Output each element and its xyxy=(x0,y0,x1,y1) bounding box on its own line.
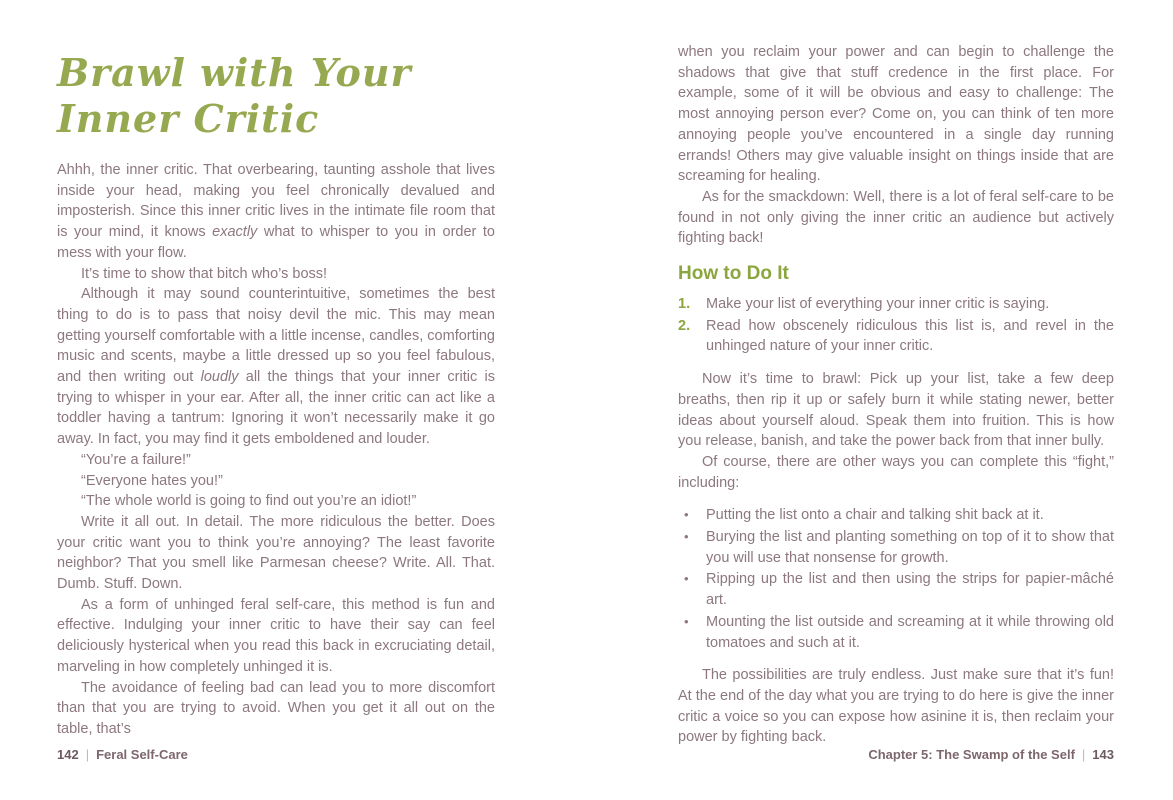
list-item xyxy=(678,294,1114,315)
book-title: Feral Self-Care xyxy=(96,747,188,762)
right-page-body xyxy=(678,42,1114,748)
bullet-icon: • xyxy=(684,571,689,587)
text-segment: Although it may sound counterintuitive, sometimes the best thing to do is to pass that noisy devil the mic. This may mean getting yourself comfortable with a little incense, candles, comforting music and scents, maybe a little dressed up so you feel fabulous, and then writing out xyxy=(57,286,495,386)
left-page-body xyxy=(57,160,495,740)
chapter-label: Chapter 5: The Swamp of the Self xyxy=(868,747,1075,762)
list-item xyxy=(678,505,1114,526)
left-page-footer xyxy=(57,747,188,762)
paragraph xyxy=(57,160,495,264)
list-item xyxy=(678,316,1114,357)
text-segment: what to whisper to you in order to mess with your flow. xyxy=(57,224,495,261)
bullet-list xyxy=(678,505,1114,653)
list-item xyxy=(678,569,1114,610)
text-segment: The avoidance of feeling bad can lead you to more discomfort than that you are trying to avoid. When you get it all out on the table, that’s xyxy=(57,679,495,737)
list-item xyxy=(678,527,1114,568)
list-number: 2. xyxy=(678,317,691,334)
right-page-footer xyxy=(868,747,1114,762)
section-heading: How to Do It xyxy=(678,263,789,285)
paragraph xyxy=(678,452,1114,493)
text-segment: It’s time to show that bitch who’s boss! xyxy=(81,265,328,282)
paragraph xyxy=(57,595,495,678)
right-page-number: 143 xyxy=(1092,747,1114,762)
paragraph xyxy=(57,471,495,492)
text-segment: all the things that your inner critic is trying to whisper in your ear. After all, the inner critic can act like a toddler having a tantrum: Ignoring it won’t necessarily make it go away. In fact, you may find it gets emboldened and louder. xyxy=(57,369,495,448)
paragraph xyxy=(57,678,495,740)
paragraph xyxy=(57,512,495,595)
text-segment: Of course, there are other ways you can complete this “fight,” including: xyxy=(678,453,1114,491)
right-page xyxy=(678,42,1114,748)
list-item-text: Ripping up the list and then using the strips for papier-mâché art. xyxy=(706,571,1114,609)
footer-separator: | xyxy=(1081,747,1086,762)
text-segment: The possibilities are truly endless. Just make sure that it’s fun! At the end of the day what you are trying to do here is give the inner critic a voice so you can expose how asinine it is, then reclaim your power by fighting back. xyxy=(678,667,1114,746)
list-item-text: Read how obscenely ridiculous this list is, and revel in the unhinged nature of your inner critic. xyxy=(706,317,1114,355)
italic-text: loudly xyxy=(200,369,239,386)
chapter-title-line-1: Brawl with Your xyxy=(57,50,412,95)
text-segment: “Everyone hates you!” xyxy=(81,472,223,489)
list-item-text: Putting the list onto a chair and talking shit back at it. xyxy=(706,507,1044,524)
list-item-text: Make your list of everything your inner critic is saying. xyxy=(706,296,1050,313)
left-page xyxy=(57,50,495,740)
paragraph xyxy=(57,284,495,450)
list-item-text: Burying the list and planting something on top of it to show that you will use that nonsense for growth. xyxy=(706,529,1114,566)
text-segment: Ahhh, the inner critic. That overbearing, taunting asshole that lives inside your head, making you feel chronically devalued and imposterish. Since this inner critic lives in the intimate file room that is your mind, it knows xyxy=(57,162,495,241)
paragraph xyxy=(678,187,1114,249)
chapter-title-line-2: Inner Critic xyxy=(57,96,320,141)
paragraph xyxy=(57,450,495,471)
footer-separator: | xyxy=(85,747,90,762)
list-item xyxy=(678,612,1114,653)
chapter-title xyxy=(57,50,495,142)
left-page-number: 142 xyxy=(57,747,79,762)
text-segment: As a form of unhinged feral self-care, this method is fun and effective. Indulging your inner critic to have their say can feel deliciously hysterical when you read this back in excruciating detail, marveling in how completely unhinged it is. xyxy=(57,596,495,675)
paragraph xyxy=(57,264,495,285)
text-segment: “You’re a failure!” xyxy=(81,451,191,468)
paragraph xyxy=(678,665,1114,748)
bullet-icon: • xyxy=(684,529,689,545)
text-segment: when you reclaim your power and can begin to challenge the shadows that give that stuff credence in the first place. For example, some of it will be obvious and easy to challenge: The most annoying person ever? Come on, you can think of ten more annoying people you’ve encountered in a single day running errands! Others may give valuable insight on things inside that are screaming for healing. xyxy=(678,44,1114,185)
bullet-icon: • xyxy=(684,613,689,629)
italic-text: exactly xyxy=(212,224,258,241)
text-segment: Now it’s time to brawl: Pick up your list, take a few deep breaths, then rip it up or safely burn it while stating newer, better ideas about yourself aloud. Speak them into fruition. This is how you release, banish, and take the power back from that inner bully. xyxy=(678,371,1114,450)
numbered-list xyxy=(678,294,1114,357)
text-segment: As for the smackdown: Well, there is a lot of feral self-care to be found in not only giving the inner critic an audience but actively fighting back! xyxy=(678,188,1114,247)
paragraph xyxy=(678,42,1114,187)
list-number: 1. xyxy=(678,296,691,313)
text-segment: Write it all out. In detail. The more ridiculous the better. Does your critic want you to think you’re annoying? The least favorite neighbor? That you smell like Parmesan cheese? Write. All. That. Dumb. Stuff. Down. xyxy=(57,513,495,593)
paragraph xyxy=(678,369,1114,452)
text-segment: “The whole world is going to find out you’re an idiot!” xyxy=(81,493,417,510)
bullet-icon: • xyxy=(684,507,689,523)
paragraph xyxy=(57,491,495,512)
list-item-text: Mounting the list outside and screaming at it while throwing old tomatoes and such at it. xyxy=(706,613,1114,651)
